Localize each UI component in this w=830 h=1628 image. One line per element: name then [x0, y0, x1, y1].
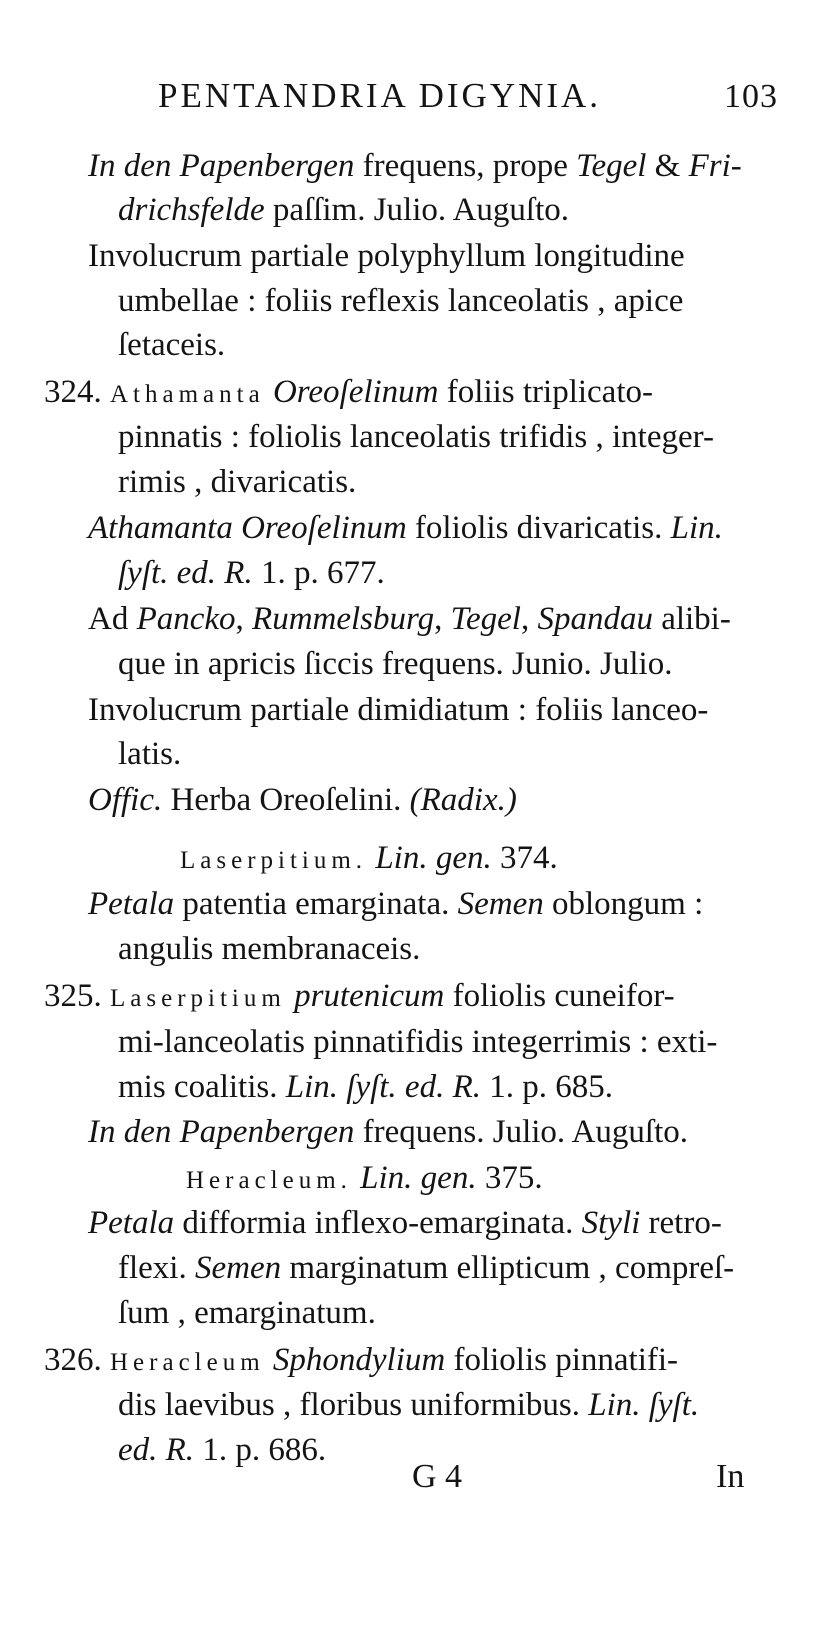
- text-line: [118, 929, 420, 969]
- text-run: latis.: [118, 736, 182, 772]
- text-line: [118, 1430, 326, 1470]
- text-run: Ad: [88, 601, 137, 637]
- text-run: alibi-: [652, 601, 731, 637]
- text-run: umbellae : foliis reflexis lanceolatis , apice: [118, 283, 684, 319]
- small-caps-text: Athamanta: [110, 381, 265, 408]
- small-caps-text: Heracleum: [110, 1349, 265, 1376]
- italic-text: Oreoſelinum: [272, 374, 439, 410]
- text-run: foliolis pinnatifi-: [445, 1342, 679, 1378]
- italic-text: Lin. ſyſt. ed. R.: [285, 1069, 481, 1105]
- text-run: rimis , divaricatis.: [118, 464, 357, 500]
- italic-text: Tegel: [576, 148, 647, 184]
- text-run: 326.: [44, 1342, 110, 1378]
- italic-text: Fri-: [688, 148, 742, 184]
- italic-text: ſyſt. ed. R.: [118, 555, 253, 591]
- text-line: [118, 553, 385, 593]
- text-run: 324.: [44, 374, 110, 410]
- text-run: 375.: [476, 1160, 543, 1196]
- italic-text: In den Papenbergen: [88, 1114, 355, 1150]
- text-run: dis laevibus , floribus uniformibus.: [118, 1387, 589, 1423]
- italic-text: Styli: [581, 1205, 641, 1241]
- text-run: que in apricis ſiccis frequens. Junio. Julio.: [118, 646, 673, 682]
- running-title: PENTANDRIA DIGYNIA.: [158, 76, 602, 115]
- italic-text: drichsfelde: [118, 192, 265, 228]
- italic-text: Offic.: [88, 782, 163, 818]
- text-line: [118, 1022, 717, 1062]
- text-line: [88, 146, 742, 186]
- text-run: 1. p. 685.: [480, 1069, 613, 1105]
- text-run: 374.: [491, 840, 558, 876]
- text-line: [118, 1385, 699, 1425]
- text-run: ,: [235, 601, 253, 637]
- text-line: [186, 1158, 543, 1201]
- small-caps-text: Laserpitium.: [180, 847, 368, 874]
- text-run: mi-lanceolatis pinnatifidis integerrimis : exti-: [118, 1024, 718, 1060]
- text-run: patentia emarginata.: [174, 886, 458, 922]
- text-run: foliis triplicato-: [438, 374, 653, 410]
- text-line: [118, 190, 569, 230]
- italic-text: ed. R.: [118, 1432, 195, 1468]
- page-number: 103: [724, 78, 778, 115]
- small-caps-text: Heracleum.: [186, 1167, 352, 1194]
- text-run: [265, 374, 273, 410]
- italic-text: Semen: [194, 1250, 282, 1286]
- text-run: mis coalitis.: [118, 1069, 286, 1105]
- text-line: [88, 599, 731, 639]
- text-line: [118, 462, 356, 502]
- text-run: foliolis divaricatis.: [406, 510, 671, 546]
- text-run: ,: [520, 601, 538, 637]
- italic-text: Sphondylium: [272, 1342, 446, 1378]
- text-line: [88, 1112, 688, 1152]
- italic-text: Lin. gen.: [360, 1160, 477, 1196]
- italic-text: In den Papenbergen: [88, 148, 355, 184]
- text-line: [44, 976, 675, 1019]
- italic-text: (Radix.): [409, 782, 517, 818]
- text-run: &: [646, 148, 689, 184]
- text-line: [118, 281, 683, 321]
- text-run: Herba Oreoſelini.: [162, 782, 410, 818]
- text-line: [44, 372, 653, 415]
- text-line: [118, 734, 181, 774]
- italic-text: Lin.: [670, 510, 723, 546]
- text-line: [88, 690, 708, 730]
- text-line: [88, 780, 517, 820]
- italic-text: Petala: [88, 1205, 175, 1241]
- italic-text: Spandau: [537, 601, 653, 637]
- text-line: [118, 1067, 613, 1107]
- text-run: pinnatis : foliolis lanceolatis trifidis , integer-: [118, 419, 714, 455]
- italic-text: Semen: [457, 886, 544, 922]
- text-run: ſetaceis.: [118, 327, 226, 363]
- text-line: [88, 508, 723, 548]
- text-line: [118, 644, 672, 684]
- small-caps-text: Laserpitium: [110, 985, 286, 1012]
- italic-text: Lin. ſyſt.: [588, 1387, 700, 1423]
- text-run: 325.: [44, 978, 110, 1014]
- text-run: [286, 978, 294, 1014]
- text-run: foliolis cuneifor-: [444, 978, 675, 1014]
- signature-mark: G 4: [412, 1458, 463, 1495]
- text-run: difformia inflexo-emarginata.: [174, 1205, 582, 1241]
- italic-text: Pancko: [136, 601, 236, 637]
- text-run: ,: [434, 601, 451, 637]
- italic-text: Lin. gen.: [375, 840, 492, 876]
- text-run: frequens, prope: [354, 148, 577, 184]
- text-run: Involucrum partiale polyphyllum longitudine: [88, 238, 685, 274]
- italic-text: Petala: [88, 886, 175, 922]
- text-line: [118, 1293, 376, 1333]
- text-run: paſſim. Julio. Auguſto.: [264, 192, 569, 228]
- text-line: [88, 884, 703, 924]
- page-header: [158, 76, 778, 122]
- italic-text: Rummelsburg: [252, 601, 435, 637]
- text-line: [118, 417, 714, 457]
- italic-text: Athamanta Oreoſelinum: [88, 510, 407, 546]
- text-run: Involucrum partiale dimidiatum : foliis lanceo-: [88, 692, 709, 728]
- italic-text: prutenicum: [294, 978, 445, 1014]
- text-run: ſum , emarginatum.: [118, 1295, 376, 1331]
- text-run: angulis membranaceis.: [118, 931, 421, 967]
- text-run: 1. p. 677.: [252, 555, 385, 591]
- text-run: frequens. Julio. Auguſto.: [354, 1114, 689, 1150]
- text-line: [118, 325, 225, 365]
- text-line: [88, 236, 685, 276]
- catchword: In: [716, 1458, 745, 1495]
- text-run: flexi.: [118, 1250, 195, 1286]
- text-run: [265, 1342, 273, 1378]
- text-line: [118, 1248, 734, 1288]
- text-run: [352, 1160, 360, 1196]
- italic-text: Tegel: [450, 601, 521, 637]
- text-run: 1. p. 686.: [194, 1432, 327, 1468]
- text-run: oblongum :: [543, 886, 704, 922]
- text-line: [44, 1340, 678, 1383]
- text-run: marginatum ellipticum , compreſ-: [281, 1250, 735, 1286]
- text-line: [180, 838, 558, 881]
- text-line: [88, 1203, 722, 1243]
- text-run: retro-: [640, 1205, 722, 1241]
